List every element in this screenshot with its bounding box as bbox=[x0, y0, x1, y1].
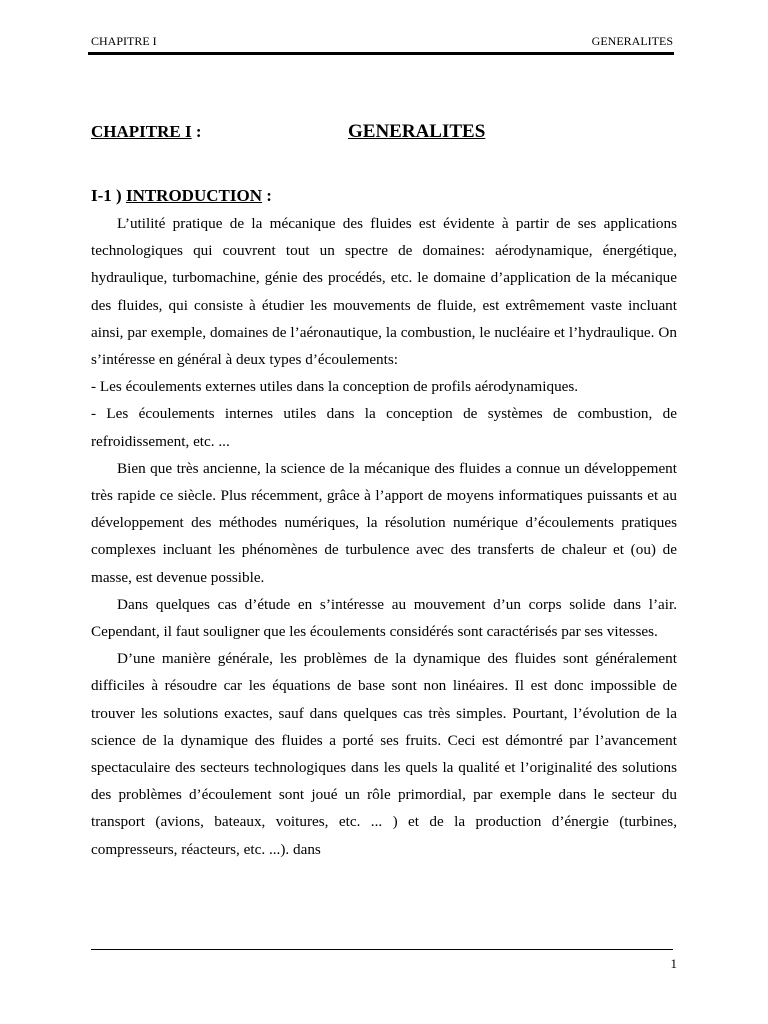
section-heading bbox=[91, 184, 272, 208]
section-number: I-1 ) bbox=[91, 186, 126, 205]
paragraph: Bien que très ancienne, la science de la mécanique des fluides a connue un développement très rapide ce siècle. Plus récemment, grâce à l’apport de moyens informatiques puissants et au développement des méthodes numériques, la résolution numérique d’écoulements pratiques complexes incluant les phénomènes de turbulence avec des transferts de chaleur et (ou) de masse, est devenue possible. bbox=[91, 459, 677, 586]
chapter-title: GENERALITES bbox=[348, 121, 486, 142]
chapter-label-text: CHAPITRE I bbox=[91, 122, 192, 141]
section-title: INTRODUCTION bbox=[125, 186, 262, 205]
page-number: 1 bbox=[670, 956, 677, 971]
chapter-heading bbox=[91, 120, 673, 144]
page-header bbox=[91, 33, 673, 49]
header-chapter-label: CHAPITRE I bbox=[91, 34, 157, 48]
chapter-label-colon: : bbox=[191, 122, 202, 141]
list-item: - Les écoulements internes utiles dans la conception de systèmes de combustion, de refroidissement, etc. ... bbox=[91, 405, 677, 450]
section-colon: : bbox=[261, 186, 272, 205]
header-section-label: GENERALITES bbox=[591, 34, 673, 48]
paragraph: L’utilité pratique de la mécanique des fluides est évidente à partir de ses applications technologiques qui couvrent tout un spectre de domaines: aérodynamique, énergétique, hydraulique, turbomachine, génie des procédés, etc. le domaine d’application de la mécanique des fluides, qui consiste à étudier les mouvements de fluide, est extrêmement vaste incluant ainsi, par exemple, domaines de l’aéronautique, la combustion, le nucléaire et l’hydraulique. On s’intéresse en général à deux types d’écoulements: bbox=[91, 215, 677, 369]
chapter-label bbox=[91, 120, 202, 144]
paragraph: D’une manière générale, les problèmes de la dynamique des fluides sont généralement difficiles à résoudre car les équations de base sont non linéaires. Il est donc impossible de trouver les solutions exactes, sauf dans quelques cas très simples. Pourtant, l’évolution de la science de la dynamique des fluides a porté ses fruits. Ceci est démontré par l’avancement spectaculaire des secteurs technologiques dans les quels la qualité et l’originalité des solutions des problèmes d’écoulement sont joué un rôle primordial, par exemple dans le secteur du transport (avions, bateaux, voitures, etc. ... ) et de la production d’énergie (turbines, compresseurs, réacteurs, etc. ...). dans bbox=[91, 650, 677, 858]
header-rule bbox=[88, 52, 674, 55]
footer-rule bbox=[91, 949, 673, 950]
paragraph: Dans quelques cas d’étude en s’intéresse au mouvement d’un corps solide dans l’air. Cependant, il faut souligner que les écoulements considérés sont caractérisés par ses vitesses. bbox=[91, 595, 677, 641]
list-item: - Les écoulements externes utiles dans la conception de profils aérodynamiques. bbox=[91, 378, 579, 396]
body-text bbox=[91, 210, 677, 863]
